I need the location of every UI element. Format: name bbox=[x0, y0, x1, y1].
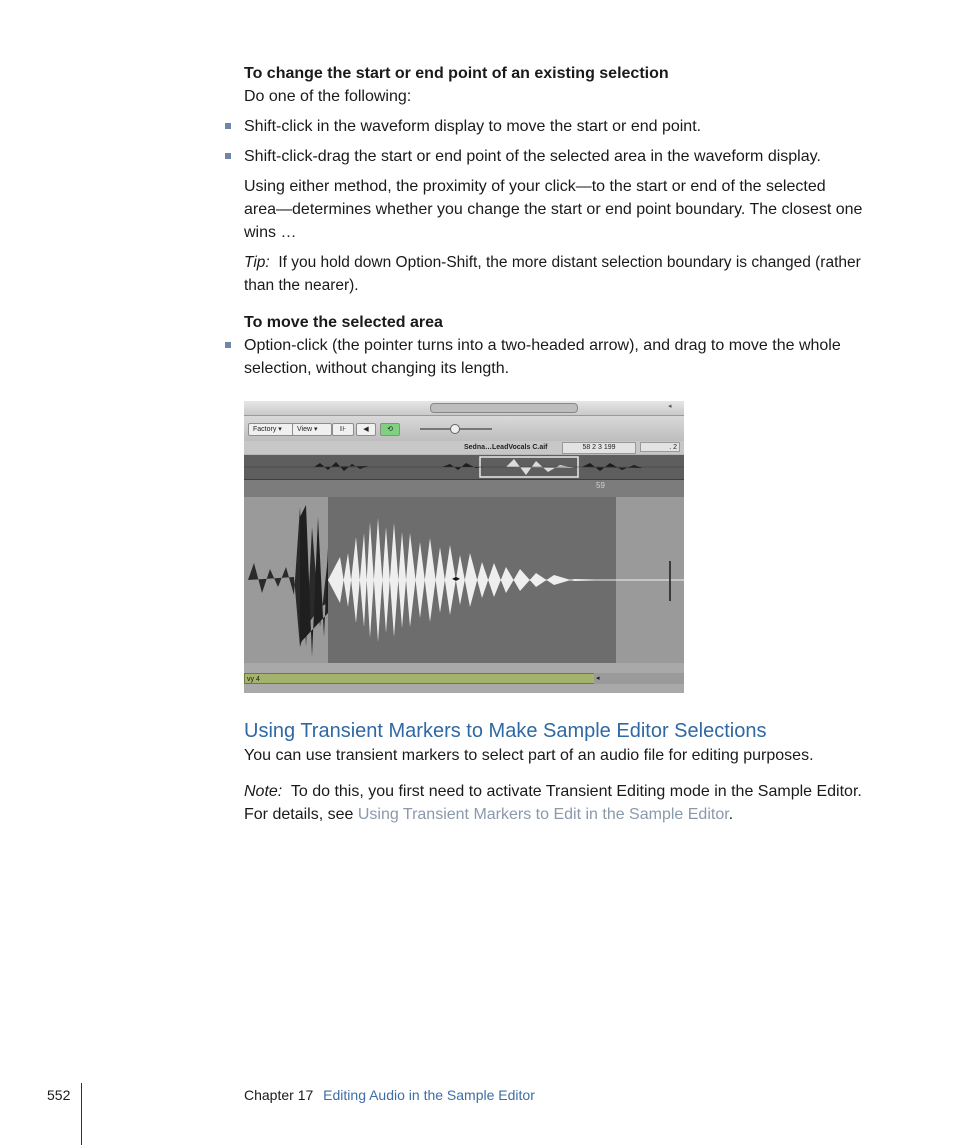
file-name: Sedna…LeadVocals C.aif bbox=[464, 444, 548, 451]
note-suffix: . bbox=[728, 806, 734, 823]
body-paragraph-line: area—determines whether you change the start or end point boundary. The closest one bbox=[244, 201, 863, 218]
chapter-label: Chapter 17 bbox=[244, 1087, 314, 1103]
body-paragraph-line: Using either method, the proximity of your click—to the start or end of the selected bbox=[244, 178, 826, 195]
tip-line bbox=[244, 251, 861, 274]
play-icon[interactable]: ◀ bbox=[356, 423, 376, 436]
note-prefix: For details, see bbox=[244, 806, 358, 823]
length-display: . 2 bbox=[640, 442, 680, 452]
note-line-2 bbox=[244, 803, 733, 826]
tip-line-2: than the nearer). bbox=[244, 277, 359, 294]
section-heading-change-selection: To change the start or end point of an existing selection bbox=[244, 65, 669, 82]
position-display: 58 2 3 199 bbox=[562, 442, 636, 454]
bullet-marker bbox=[225, 153, 231, 159]
region-bar bbox=[244, 663, 684, 693]
factory-menu[interactable] bbox=[248, 423, 296, 436]
body-paragraph: You can use transient markers to select part of an audio file for editing purposes. bbox=[244, 747, 814, 764]
chapter-title: Editing Audio in the Sample Editor bbox=[323, 1087, 535, 1103]
waveform-overview[interactable] bbox=[244, 455, 684, 479]
section-heading-move-selection: To move the selected area bbox=[244, 314, 443, 331]
footer-chapter bbox=[244, 1087, 535, 1103]
section-heading-transient-markers: Using Transient Markers to Make Sample Editor Selections bbox=[244, 720, 767, 742]
body-paragraph-line: wins … bbox=[244, 224, 297, 241]
region-strip[interactable] bbox=[244, 673, 596, 684]
cross-reference-link[interactable]: Using Transient Markers to Edit in the Sample Editor bbox=[357, 806, 729, 823]
window-title-bar bbox=[244, 401, 684, 416]
window-scroller bbox=[430, 403, 578, 413]
zoom-icon: ◂ bbox=[668, 403, 672, 410]
sample-editor-screenshot bbox=[244, 401, 684, 693]
note-line bbox=[244, 780, 862, 803]
tip-text: If you hold down Option-Shift, the more distant selection boundary is changed (rather bbox=[278, 254, 861, 271]
zoom-slider-knob[interactable] bbox=[450, 424, 460, 434]
bullet-marker bbox=[225, 123, 231, 129]
ruler-bar-number: 59 bbox=[596, 481, 605, 490]
tip-label: Tip: bbox=[244, 254, 270, 271]
view-menu-label: View bbox=[297, 426, 313, 433]
file-info-row bbox=[244, 441, 684, 454]
region-end-handle-icon[interactable]: ◂ bbox=[594, 673, 684, 684]
factory-menu-label: Factory bbox=[253, 426, 277, 433]
time-ruler[interactable] bbox=[244, 479, 684, 498]
bullet-item: Shift-click-drag the start or end point of the selected area in the waveform display. bbox=[244, 148, 821, 165]
waveform-scale-icon[interactable]: ⊪ bbox=[332, 423, 354, 436]
footer-divider bbox=[81, 1083, 82, 1145]
view-menu[interactable] bbox=[292, 423, 332, 436]
move-cursor-icon: ◂▸ bbox=[452, 574, 461, 583]
waveform-display[interactable] bbox=[244, 497, 684, 663]
bullet-marker bbox=[225, 342, 231, 348]
dropdown-arrow-icon: ▾ bbox=[314, 426, 318, 433]
editor-toolbar bbox=[244, 416, 684, 441]
bullet-item: Shift-click in the waveform display to move the start or end point. bbox=[244, 118, 702, 135]
bullet-item-continued: selection, without changing its length. bbox=[244, 360, 510, 377]
section-intro: Do one of the following: bbox=[244, 88, 412, 105]
overview-waveform bbox=[244, 455, 684, 479]
bullet-item: Option-click (the pointer turns into a two-headed arrow), and drag to move the whole bbox=[244, 337, 841, 354]
page-number: 552 bbox=[47, 1087, 71, 1103]
dropdown-arrow-icon: ▾ bbox=[278, 426, 282, 433]
region-label: vy 4 bbox=[247, 676, 260, 683]
note-text: To do this, you first need to activate Transient Editing mode in the Sample Editor. bbox=[290, 783, 862, 800]
note-label: Note: bbox=[244, 783, 283, 800]
loop-icon[interactable]: ⟲ bbox=[380, 423, 400, 436]
waveform-svg bbox=[244, 497, 684, 663]
